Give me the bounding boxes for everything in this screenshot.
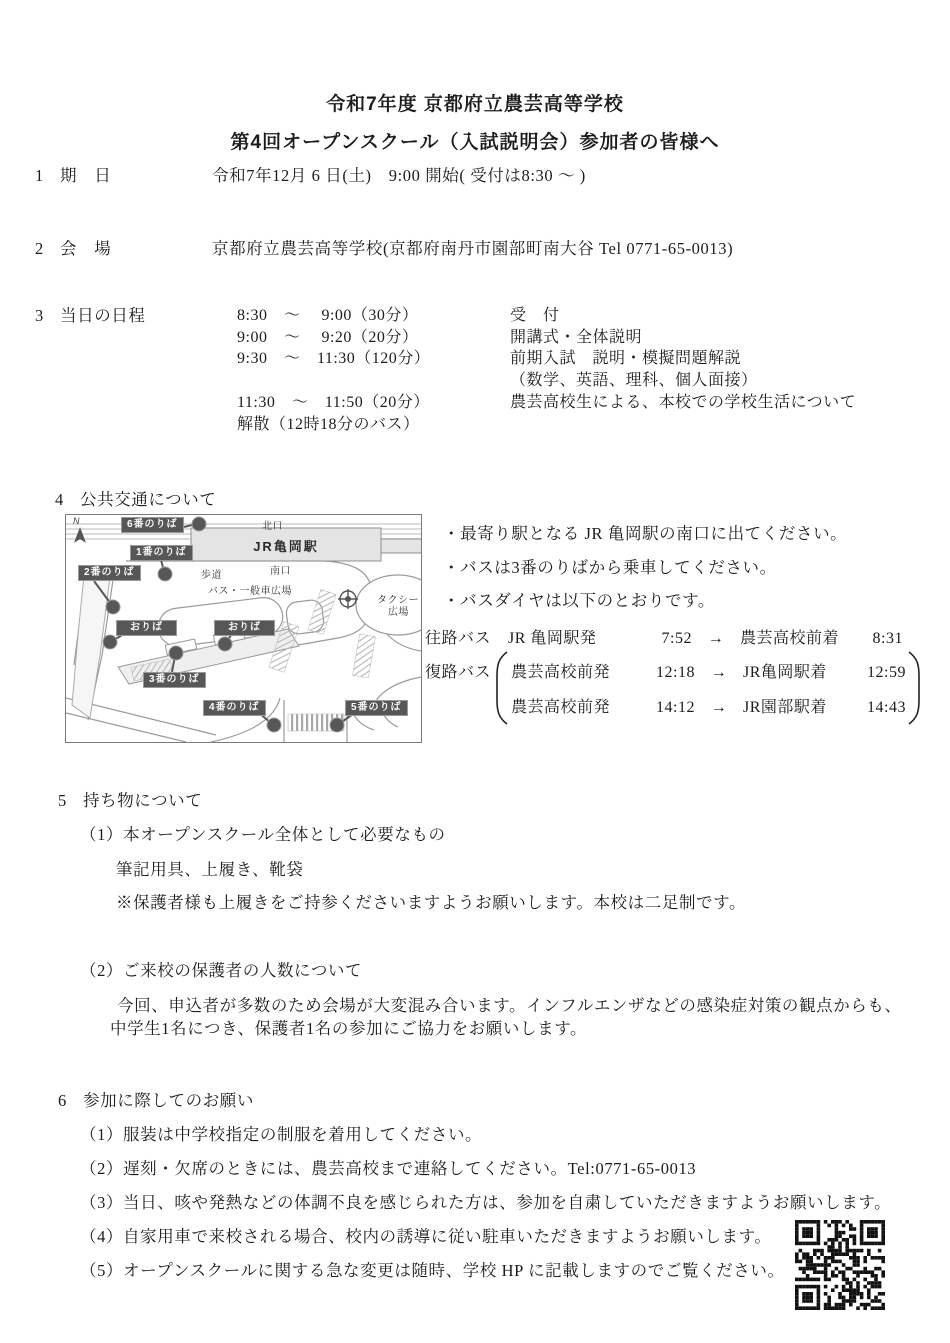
return-bus-label: 復路バス — [425, 664, 492, 681]
qr-code — [795, 1220, 885, 1310]
schedule-desc: 受 付 — [510, 307, 560, 324]
section-2-label: 会 場 — [60, 239, 112, 258]
request-item-3: （3）当日、咳や発熱などの体調不良を感じられた方は、参加を自粛していただきますようお願いします。 — [80, 1193, 892, 1212]
return-bracket-right — [906, 650, 922, 726]
request-item-1: （1）服装は中学校指定の制服を着用してください。 — [80, 1125, 483, 1144]
bus-stop-4-label: 4番のりば — [203, 700, 266, 716]
document-title-line1: 令和7年度 京都府立農芸高等学校 — [326, 94, 624, 115]
return-1-from: 農芸高校前発 — [511, 664, 611, 681]
section-6-heading — [58, 1087, 254, 1111]
schedule-row — [237, 370, 856, 392]
schedule-row — [237, 327, 856, 349]
section-3-number: 3 — [35, 306, 44, 325]
section-4-number: 4 — [55, 490, 64, 509]
outbound-arrival-time: 8:31 — [872, 630, 903, 647]
sidewalk-label: 歩道 — [201, 570, 222, 581]
schedule-row — [237, 305, 856, 327]
bus-stop-5-label: 5番のりば — [345, 700, 408, 716]
document-title-line2: 第4回オープンスクール（入試説明会）参加者の皆様へ — [230, 132, 720, 153]
venue-value: 京都府立農芸高等学校(京都府南丹市園部町南大谷 Tel 0771-65-0013) — [212, 239, 734, 258]
return-2-from: 農芸高校前発 — [511, 699, 611, 716]
return-bracket-left — [494, 650, 510, 726]
transport-note-nearest-station: ・最寄り駅となる JR 亀岡駅の南口に出てください。 — [443, 524, 848, 543]
section-4-label: 公共交通について — [80, 490, 217, 509]
bus-drop-off-label-east: おりば — [214, 620, 275, 636]
schedule-time: 9:30 ～ 11:30（120分） — [237, 350, 431, 368]
section-5-label: 持ち物について — [83, 791, 203, 810]
section-6-number: 6 — [58, 1091, 67, 1110]
schedule-time: 11:30 ～ 11:50（20分） — [237, 393, 430, 411]
section-2-number: 2 — [35, 239, 44, 258]
bus-stop-3-label: 3番のりば — [143, 672, 206, 688]
schedule-time: 9:00 ～ 9:20（20分） — [237, 328, 419, 346]
bus-plaza-label: バス・一般車広場 — [208, 586, 292, 597]
belongings-item2-title: （2）ご来校の保護者の人数について — [80, 961, 363, 980]
belongings-item2-line2: 中学生1名につき、保護者1名の参加にご協力をお願いします。 — [110, 1019, 588, 1038]
arrow-right-icon: → — [707, 630, 725, 647]
section-1-heading — [35, 162, 111, 186]
transport-note-timetable: ・バスダイヤは以下のとおりです。 — [443, 591, 715, 610]
section-2-heading — [35, 235, 111, 259]
return-2-to: JR園部駅着 — [743, 699, 827, 716]
return-1-departure-time: 12:18 — [656, 664, 695, 681]
return-1-arrival-time: 12:59 — [867, 664, 906, 681]
section-4-heading — [55, 486, 216, 510]
request-item-2: （2）遅刻・欠席のときには、農芸高校まで連絡してください。Tel:0771-65-0013 — [80, 1159, 697, 1178]
schedule-desc: （数学、英語、理科、個人面接） — [510, 372, 758, 390]
section-3-heading — [35, 302, 146, 326]
station-area-map — [65, 514, 422, 743]
return-2-departure-time: 14:12 — [656, 699, 695, 716]
schedule-desc: 前期入試 説明・模擬問題解説 — [510, 350, 742, 368]
return-bus-row-2 — [511, 694, 906, 717]
station-name-label: JR亀岡駅 — [253, 539, 319, 554]
return-2-arrival-time: 14:43 — [867, 699, 906, 716]
event-date-value: 令和7年12月 6 日(土) 9:00 開始( 受付は8:30 ～ ) — [212, 166, 586, 185]
taxi-plaza-label-line2: 広場 — [388, 607, 409, 618]
schedule-row — [237, 392, 856, 414]
bus-stop-2-label: 2番のりば — [78, 565, 141, 581]
arrow-right-icon: → — [710, 699, 728, 716]
bus-stop-1-label: 1番のりば — [130, 545, 193, 561]
section-1-number: 1 — [35, 166, 44, 185]
request-item-4: （4）自家用車で来校される場合、校内の誘導に従い駐車いただきますようお願いします。 — [80, 1227, 772, 1246]
outbound-bus-label: 往路バス — [425, 630, 492, 647]
belongings-item1-title: （1）本オープンスクール全体として必要なもの — [80, 825, 446, 844]
return-1-to: JR亀岡駅着 — [743, 664, 827, 681]
compass-n-label: N — [73, 516, 80, 526]
arrow-right-icon: → — [710, 664, 728, 681]
rotary-center-icon — [338, 589, 358, 609]
section-1-label: 期 日 — [60, 166, 112, 185]
schedule-row — [237, 348, 856, 370]
south-exit-label: 南口 — [270, 566, 291, 577]
bus-stop-6-label: 6番のりば — [121, 517, 184, 533]
schedule-desc: 農芸高校生による、本校での学校生活について — [510, 393, 857, 411]
taxi-plaza-label-line1: タクシー — [377, 595, 419, 606]
schedule-time: 解散（12時18分のバス） — [237, 415, 420, 433]
schedule-row — [237, 414, 856, 436]
bus-drop-off-label-west: おりば — [116, 620, 177, 636]
belongings-item1-note: ※保護者様も上履きをご持参くださいますようお願いします。本校は二足制です。 — [116, 893, 747, 912]
request-item-5: （5）オープンスクールに関する急な変更は随時、学校 HP に記載しますのでご覧ください。 — [80, 1261, 785, 1280]
belongings-item2-line1: 今回、申込者が多数のため会場が大変混み合います。インフルエンザなどの感染症対策の観点からも、 — [117, 996, 902, 1015]
schedule-time: 8:30 ～ 9:00（30分） — [237, 307, 419, 324]
north-exit-label: 北口 — [262, 521, 283, 532]
day-schedule-table — [237, 305, 856, 435]
section-6-label: 参加に際してのお願い — [83, 1091, 254, 1110]
section-5-number: 5 — [58, 791, 67, 810]
schedule-desc: 開講式・全体説明 — [510, 328, 643, 346]
outbound-from: JR 亀岡駅発 — [508, 630, 597, 647]
section-3-label: 当日の日程 — [60, 306, 146, 325]
outbound-bus-row — [425, 625, 903, 648]
belongings-item1-content: 筆記用具、上履き、靴袋 — [116, 860, 304, 879]
transport-note-boarding: ・バスは3番のりばから乗車してください。 — [443, 558, 777, 577]
section-5-heading — [58, 787, 202, 811]
outbound-to: 農芸高校前着 — [740, 630, 840, 647]
outbound-departure-time: 7:52 — [661, 630, 692, 647]
